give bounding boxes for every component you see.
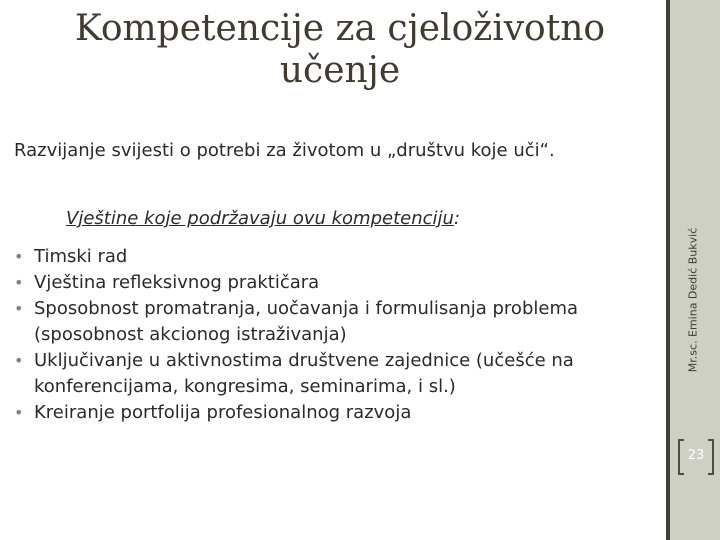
side-band-edge bbox=[666, 0, 670, 540]
bullet-icon: • bbox=[14, 299, 24, 318]
list-item bbox=[14, 348, 644, 400]
page-number-badge bbox=[676, 438, 716, 476]
bullet-icon: • bbox=[14, 247, 24, 266]
skills-heading-colon: : bbox=[453, 208, 461, 229]
bullet-icon: • bbox=[14, 351, 24, 370]
list-item-text: Sposobnost promatranja, uočavanja i formulisanja problema (sposobnost akcionog istraživanja) bbox=[34, 298, 579, 345]
list-item-text: Kreiranje portfolija profesionalnog razvoja bbox=[34, 402, 412, 423]
list-item-text: Vještina refleksivnog praktičara bbox=[34, 272, 320, 293]
list-item-text: Uključivanje u aktivnostima društvene zajednice (učešće na konferencijama, kongresima, seminarima, i sl.) bbox=[34, 350, 574, 397]
author-label: Mr.sc. Emina Dedić Bukvić bbox=[686, 227, 700, 373]
skills-heading-label: Vještine koje podržavaju ovu kompetenciju bbox=[66, 208, 454, 229]
bullet-icon: • bbox=[14, 273, 24, 292]
slide-title: Kompetencije za cjeloživotno učenje bbox=[74, 8, 606, 91]
skills-heading bbox=[66, 208, 460, 229]
list-item bbox=[14, 270, 644, 296]
skills-list bbox=[14, 244, 644, 426]
page-number: 23 bbox=[687, 448, 705, 463]
list-item bbox=[14, 244, 644, 270]
list-item bbox=[14, 296, 644, 348]
list-item bbox=[14, 400, 644, 426]
bullet-icon: • bbox=[14, 403, 24, 422]
list-item-text: Timski rad bbox=[34, 246, 128, 267]
intro-text: Razvijanje svijesti o potrebi za životom u „društvu koje uči“. bbox=[14, 140, 555, 161]
